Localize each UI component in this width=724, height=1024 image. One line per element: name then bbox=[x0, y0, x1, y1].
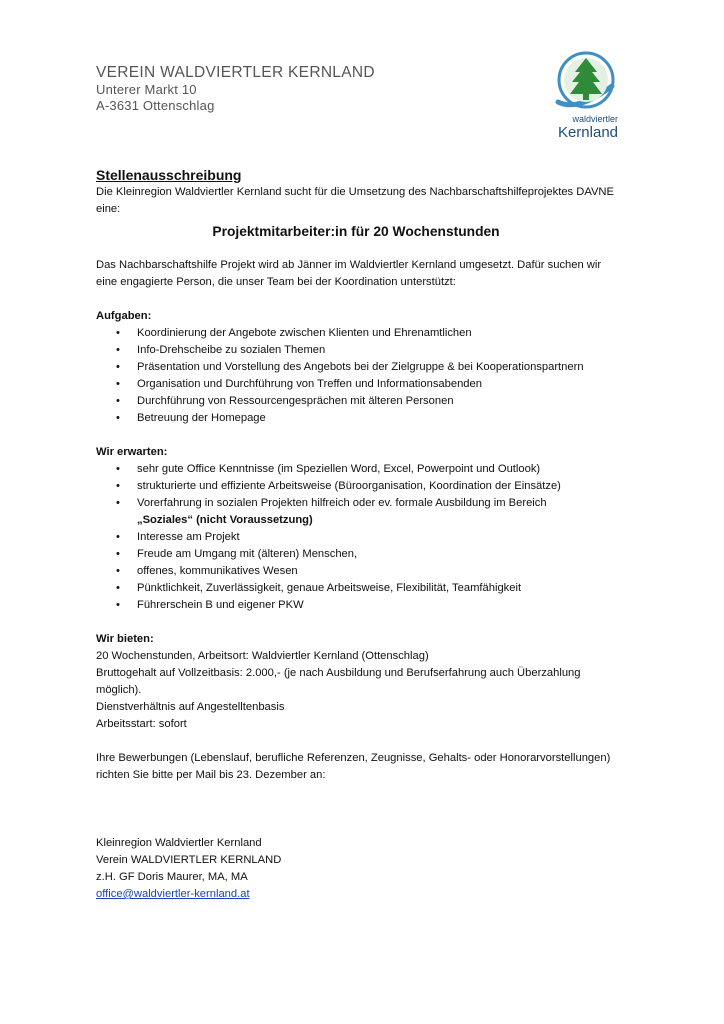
list-item: • Freude am Umgang mit (älteren) Menschen, bbox=[96, 546, 616, 563]
bullet-icon: • bbox=[116, 599, 120, 611]
list-item: • Koordinierung der Angebote zwischen Klienten und Ehrenamtlichen bbox=[96, 325, 616, 342]
offer-line: Dienstverhältnis auf Angestelltenbasis bbox=[96, 701, 285, 713]
bullet-icon: • bbox=[116, 548, 120, 560]
bullet-icon: • bbox=[116, 412, 120, 424]
logo-small-text: waldviertler bbox=[572, 114, 618, 124]
bullet-icon: • bbox=[116, 463, 120, 475]
list-item: • Pünktlichkeit, Zuverlässigkeit, genaue Arbeitsweise, Flexibilität, Teamfähigkeit bbox=[96, 580, 616, 597]
job-title: Projektmitarbeiter:in für 20 Wochenstunden bbox=[212, 224, 500, 239]
offer-line: Arbeitsstart: sofort bbox=[96, 718, 187, 730]
list-item: • Interesse am Projekt bbox=[96, 529, 616, 546]
contact-line: z.H. GF Doris Maurer, MA, MA bbox=[96, 871, 248, 883]
tasks-list bbox=[96, 325, 616, 427]
list-item: • Präsentation und Vorstellung des Angebots bei der Zielgruppe & bei Kooperationspartnern bbox=[96, 359, 616, 376]
letterhead bbox=[96, 64, 375, 114]
list-item: • Organisation und Durchführung von Treffen und Informationsabenden bbox=[96, 376, 616, 393]
bullet-icon: • bbox=[116, 582, 120, 594]
bullet-icon: • bbox=[116, 565, 120, 577]
list-item: • Info-Drehscheibe zu sozialen Themen bbox=[96, 342, 616, 359]
offer-line: 20 Wochenstunden, Arbeitsort: Waldviertler Kernland (Ottenschlag) bbox=[96, 650, 429, 662]
expectations-title: Wir erwarten: bbox=[96, 446, 168, 458]
description-text: Das Nachbarschaftshilfe Projekt wird ab Jänner im Waldviertler Kernland umgesetzt. Dafür suchen wir eine engagierte Person, die unser Team bei der Koordination unterstützt: bbox=[96, 259, 602, 288]
job-posting bbox=[96, 166, 616, 903]
list-item: • Betreuung der Homepage bbox=[96, 410, 616, 427]
organization-name: VEREIN WALDVIERTLER KERNLAND bbox=[96, 64, 375, 81]
address-street: Unterer Markt 10 bbox=[96, 82, 197, 97]
soziales-note: „Soziales“ (nicht Voraussetzung) bbox=[137, 514, 313, 526]
tree-logo-icon bbox=[548, 50, 620, 140]
bullet-icon: • bbox=[116, 327, 120, 339]
application-text: Ihre Bewerbungen (Lebenslauf, berufliche Referenzen, Zeugnisse, Gehalts- oder Honorarvorstellungen) richten Sie bitte per Mail bis 23. Dezember an: bbox=[96, 752, 611, 781]
offer-line: Bruttogehalt auf Vollzeitbasis: 2.000,- (je nach Ausbildung und Berufserfahrung auch Überzahlung möglich). bbox=[96, 667, 581, 696]
email-link[interactable]: office@waldviertler-kernland.at bbox=[96, 888, 250, 900]
tasks-title: Aufgaben: bbox=[96, 310, 152, 322]
intro-text: Die Kleinregion Waldviertler Kernland sucht für die Umsetzung des Nachbarschaftshilfeprojektes DAVNE eine: bbox=[96, 186, 614, 215]
bullet-icon: • bbox=[116, 497, 120, 509]
expectations-list bbox=[96, 461, 616, 614]
list-item: • sehr gute Office Kenntnisse (im Speziellen Word, Excel, Powerpoint und Outlook) bbox=[96, 461, 616, 478]
list-item: • strukturierte und effiziente Arbeitsweise (Büroorganisation, Koordination der Einsätze) bbox=[96, 478, 616, 495]
bullet-icon: • bbox=[116, 344, 120, 356]
bullet-icon: • bbox=[116, 531, 120, 543]
bullet-icon: • bbox=[116, 395, 120, 407]
logo-large-text: Kernland bbox=[557, 124, 618, 140]
list-item: • Vorerfahrung in sozialen Projekten hilfreich oder ev. formale Ausbildung im Bereich „Soziales“ (nicht Voraussetzung) bbox=[116, 497, 547, 526]
address-city: A-3631 Ottenschlag bbox=[96, 98, 215, 113]
contact-line: Verein WALDVIERTLER KERNLAND bbox=[96, 854, 282, 866]
bullet-icon: • bbox=[116, 361, 120, 373]
list-item: • offenes, kommunikatives Wesen bbox=[96, 563, 616, 580]
contact-line: Kleinregion Waldviertler Kernland bbox=[96, 837, 262, 849]
list-item: • Durchführung von Ressourcengesprächen mit älteren Personen bbox=[96, 393, 616, 410]
bullet-icon: • bbox=[116, 480, 120, 492]
list-item: • Führerschein B und eigener PKW bbox=[96, 597, 616, 614]
bullet-icon: • bbox=[116, 378, 120, 390]
page-title: Stellenausschreibung bbox=[96, 167, 242, 183]
kernland-logo bbox=[548, 50, 620, 140]
offer-title: Wir bieten: bbox=[96, 633, 154, 645]
